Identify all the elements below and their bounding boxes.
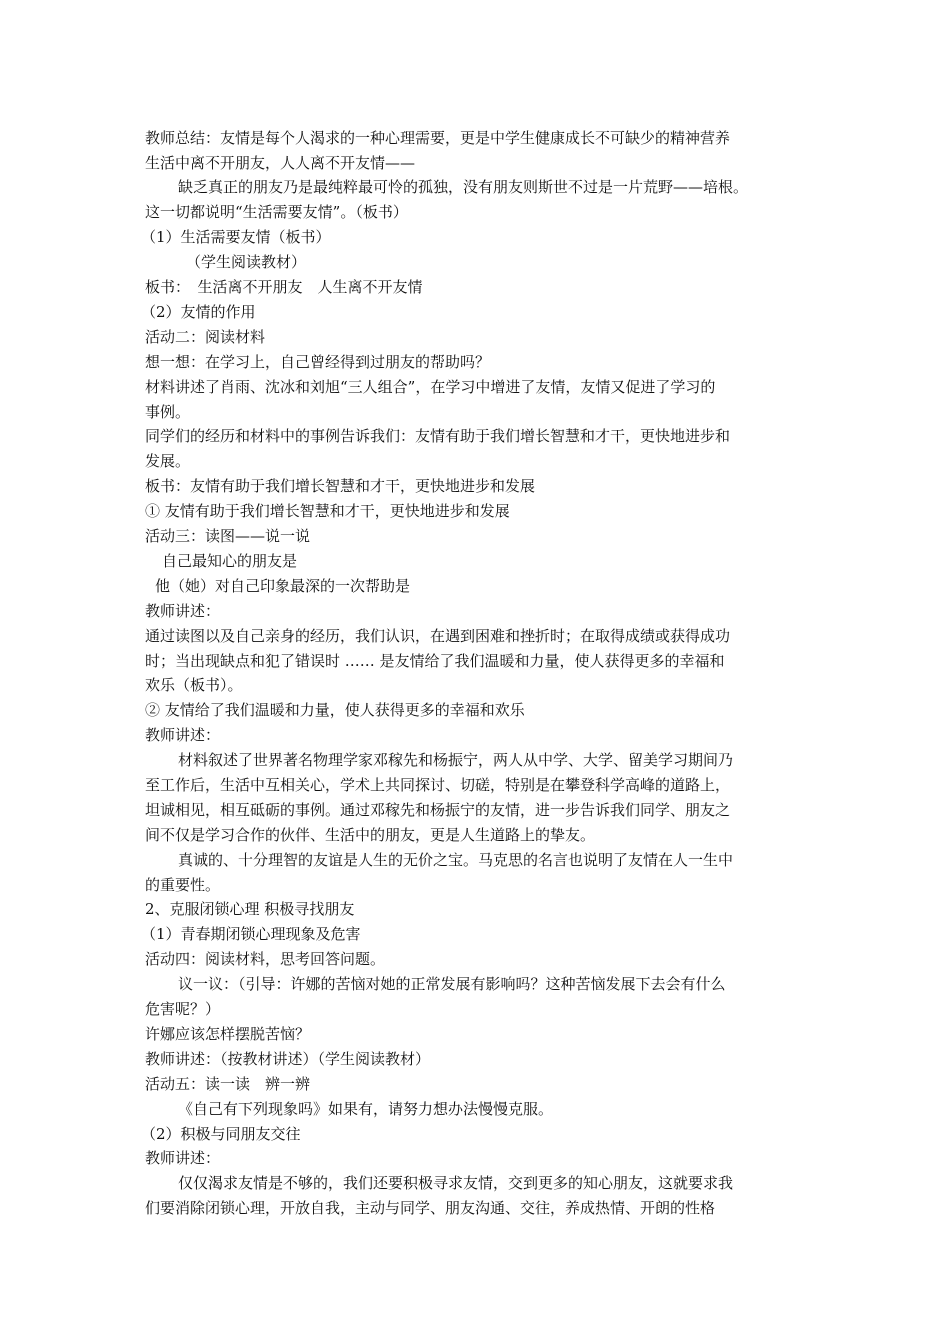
text-line: 坦诚相见，相互砥砺的事例。通过邓稼先和杨振宁的友情，进一步告诉我们同学、朋友之 <box>145 801 731 819</box>
text-line: （1）青春期闭锁心理现象及危害 <box>141 925 361 943</box>
text-line: 《自己有下列现象吗》如果有，请努力想办法慢慢克服。 <box>178 1100 554 1118</box>
text-line: 同学们的经历和材料中的事例告诉我们：友情有助于我们增长智慧和才干，更快地进步和 <box>145 427 731 445</box>
text-line: 发展。 <box>145 452 191 470</box>
text-line: 教师讲述： <box>145 602 221 620</box>
text-line: （2）友情的作用 <box>141 303 256 321</box>
text-line: 活动三：读图——说一说 <box>145 527 311 545</box>
text-line: ① 友情有助于我们增长智慧和才干，更快地进步和发展 <box>145 502 510 520</box>
text-line: 板书：友情有助于我们增长智慧和才干，更快地进步和发展 <box>145 477 536 495</box>
text-line: 许娜应该怎样摆脱苦恼？ <box>145 1025 311 1043</box>
text-line: 活动五：读一读 辨一辨 <box>145 1075 311 1093</box>
text-line: 危害呢？） <box>145 1000 221 1018</box>
text-line: 生活中离不开朋友，人人离不开友情—— <box>145 154 416 172</box>
text-line: 板书： 生活离不开朋友 人生离不开友情 <box>145 278 423 296</box>
text-line: 的重要性。 <box>145 876 221 894</box>
text-line: 时；当出现缺点和犯了错误时 …… 是友情给了我们温暖和力量，使人获得更多的幸福和 <box>145 652 725 670</box>
text-line: 教师讲述：（按教材讲述）（学生阅读教材） <box>145 1050 431 1068</box>
text-line: 教师讲述： <box>145 726 221 744</box>
text-line: 仅仅渴求友情是不够的，我们还要积极寻求友情，交到更多的知心朋友，这就要求我 <box>178 1174 734 1192</box>
text-line: 至工作后，生活中互相关心，学术上共同探讨、切磋，特别是在攀登科学高峰的道路上， <box>145 776 731 794</box>
text-line: 想一想：在学习上，自己曾经得到过朋友的帮助吗？ <box>145 353 491 371</box>
text-line: 材料叙述了世界著名物理学家邓稼先和杨振宁，两人从中学、大学、留美学习期间乃 <box>178 751 734 769</box>
text-line: （学生阅读教材） <box>186 253 307 271</box>
text-line: 这一切都说明“生活需要友情”。（板书） <box>145 203 408 221</box>
text-line: 教师总结：友情是每个人渴求的一种心理需要，更是中学生健康成长不可缺少的精神营养 <box>145 129 731 147</box>
text-line: 材料讲述了肖雨、沈冰和刘旭“三人组合”，在学习中增进了友情，友情又促进了学习的 <box>145 378 716 396</box>
text-line: 缺乏真正的朋友乃是最纯粹最可怜的孤独，没有朋友则斯世不过是一片荒野——培根。 <box>178 178 749 196</box>
text-line: 欢乐（板书）。 <box>145 676 243 694</box>
text-line: 事例。 <box>145 403 191 421</box>
text-line: 自己最知心的朋友是 <box>162 552 298 570</box>
text-line: 间不仅是学习合作的伙伴、生活中的朋友，更是人生道路上的挚友。 <box>145 826 596 844</box>
text-line: （1）生活需要友情（板书） <box>141 228 331 246</box>
text-line: 议一议：（引导：许娜的苦恼对她的正常发展有影响吗？这种苦恼发展下去会有什么 <box>178 975 726 993</box>
text-line: 活动四：阅读材料，思考回答问题。 <box>145 950 386 968</box>
text-line: 2、克服闭锁心理 积极寻找朋友 <box>145 900 355 918</box>
text-line: 真诚的、十分理智的友谊是人生的无价之宝。马克思的名言也说明了友情在人一生中 <box>178 851 734 869</box>
text-line: （2）积极与同朋友交往 <box>141 1125 301 1143</box>
text-line: 活动二：阅读材料 <box>145 328 266 346</box>
text-line: 教师讲述： <box>145 1149 221 1167</box>
text-line: 们要消除闭锁心理，开放自我，主动与同学、朋友沟通、交往，养成热情、开朗的性格 <box>145 1199 716 1217</box>
text-line: 他（她）对自己印象最深的一次帮助是 <box>155 577 411 595</box>
text-line: ② 友情给了我们温暖和力量，使人获得更多的幸福和欢乐 <box>145 701 525 719</box>
text-line: 通过读图以及自己亲身的经历，我们认识，在遇到困难和挫折时；在取得成绩或获得成功 <box>145 627 731 645</box>
